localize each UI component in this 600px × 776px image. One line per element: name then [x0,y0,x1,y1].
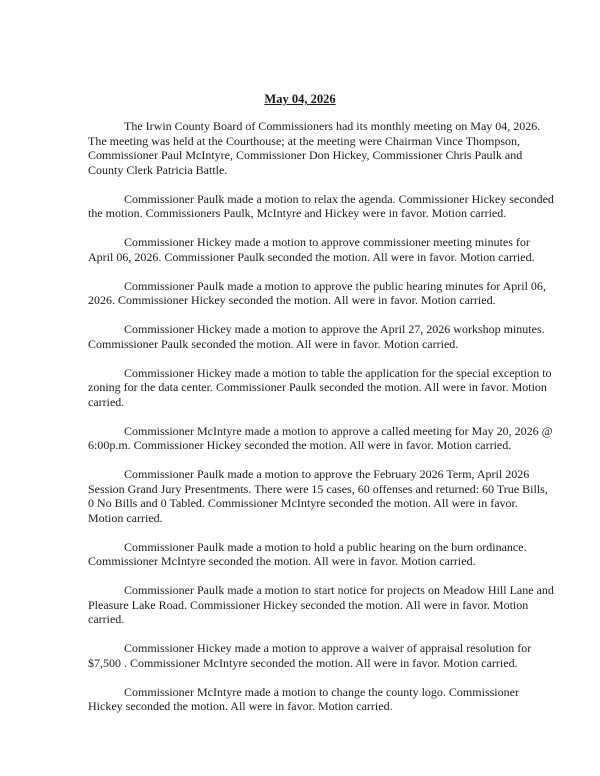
paragraph-motion-public-hearing-minutes: Commissioner Paulk made a motion to approve the public hearing minutes for April 06, 2026. Commissioner Hickey seconded the motion. All were in favor. Motion carried. [88,278,546,307]
paragraph-motion-called-meeting: Commissioner McIntyre made a motion to approve a called meeting for May 20, 2026 @ 6:00p.m. Commissioner Hickey seconded the motion. All were in favor. Motion carried. [88,423,553,452]
paragraph-motion-burn-ordinance: Commissioner Paulk made a motion to hold a public hearing on the burn ordinance. Commissioner McIntyre seconded the motion. All were in favor. Motion carried. [88,539,527,568]
paragraph-motion-table-application: Commissioner Hickey made a motion to table the application for the special exception to zoning for the data center. Commissioner Paulk seconded the motion. All were in favor. Motion carried. [88,365,552,409]
title-date: May 04, 2026 [264,92,336,106]
page-title [0,92,600,107]
paragraph-motion-road-projects: Commissioner Paulk made a motion to start notice for projects on Meadow Hill Lane and Pleasure Lake Road. Commissioner Hickey seconded the motion. All were in favor. Motion carried. [88,583,554,626]
paragraph-motion-relax-agenda: Commissioner Paulk made a motion to relax the agenda. Commissioner Hickey seconded the motion. Commissioners Paulk, McIntyre and Hickey were in favor. Motion carried. [88,191,554,220]
paragraph-attendance: The Irwin County Board of Commissioners had its monthly meeting on May 04, 2026. The meeting was held at the Courthouse; at the meeting were Chairman Vince Thompson, Commissioner Paul McIntyre, Commissioner Don Hickey, Commissioner Chris Paulk and County Clerk Patricia Battle. [88,119,541,177]
paragraph-motion-appraisal-waiver: Commissioner Hickey made a motion to approve a waiver of appraisal resolution for $7,500 . Commissioner McIntyre seconded the motion. All were in favor. Motion carried. [88,641,532,670]
paragraph-motion-county-logo: Commissioner McIntyre made a motion to change the county logo. Commissioner Hickey seconded the motion. All were in favor. Motion carried. [88,684,519,713]
paragraph-motion-grand-jury: Commissioner Paulk made a motion to approve the February 2026 Term, April 2026 Session Grand Jury Presentments. There were 15 cases, 60 offenses and returned: 60 True Bills, 0 No Bills and 0 Tabled. Commissioner McIntyre seconded the motion. All were in favor. Motion carried. [88,467,548,525]
paragraph-motion-workshop-minutes: Commissioner Hickey made a motion to approve the April 27, 2026 workshop minutes. Commissioner Paulk seconded the motion. All were in favor. Motion carried. [88,322,545,351]
paragraph-motion-meeting-minutes: Commissioner Hickey made a motion to approve commissioner meeting minutes for April 06, 2026. Commissioner Paulk seconded the motion. All were in favor. Motion carried. [88,235,535,264]
minutes-body [88,119,554,728]
